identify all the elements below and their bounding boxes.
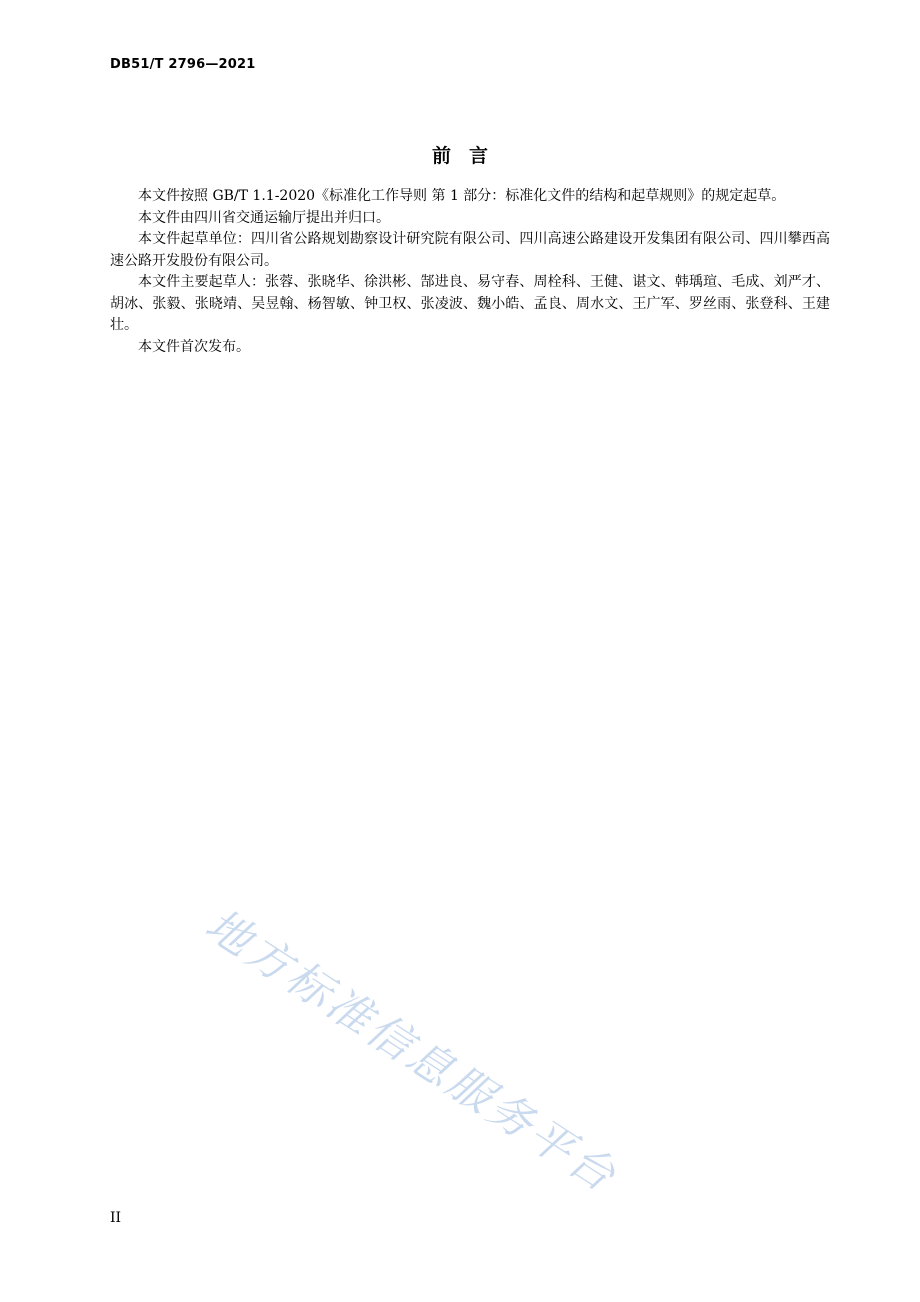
watermark: 地方标准信息服务平台 — [196, 899, 627, 1204]
document-code: DB51/T 2796—2021 — [110, 57, 256, 72]
paragraph-drafters: 本文件主要起草人：张蓉、张晓华、徐洪彬、郜进良、易守春、周栓科、王健、谌文、韩瑀瑄、毛成、刘严才、胡冰、张毅、张晓靖、吴昱翰、杨智敏、钟卫权、张凌波、魏小皓、孟良、周水文、王广军、罗丝雨、张登科、王建壮。 — [110, 274, 830, 333]
paragraph-drafting-units: 本文件起草单位：四川省公路规划勘察设计研究院有限公司、四川高速公路建设开发集团有限公司、四川攀西高速公路开发股份有限公司。 — [110, 231, 830, 269]
page-number: II — [110, 1210, 122, 1226]
paragraph-proposer: 本文件由四川省交通运输厅提出并归口。 — [138, 209, 390, 226]
foreword-body — [110, 186, 830, 358]
paragraph-first-release: 本文件首次发布。 — [138, 338, 250, 355]
paragraph-drafting-rules: 本文件按照 GB/T 1.1-2020《标准化工作导则 第 1 部分：标准化文件的结构和起草规则》的规定起草。 — [138, 188, 786, 204]
page-title: 前言 — [431, 145, 506, 167]
